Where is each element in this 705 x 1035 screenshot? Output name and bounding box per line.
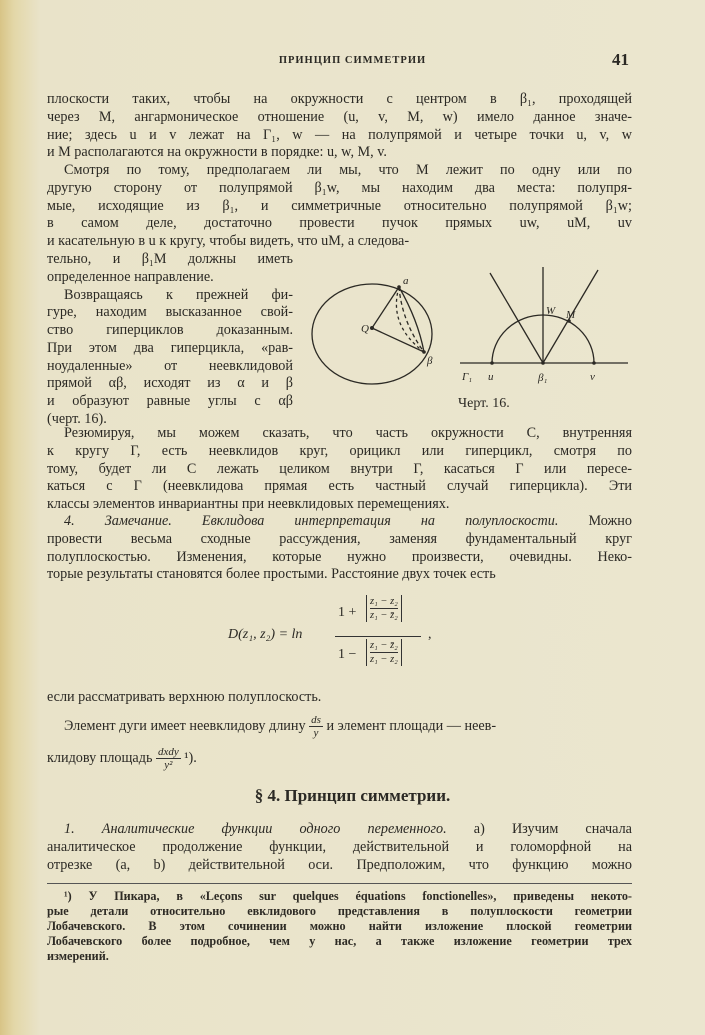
arc-element-line: [64, 714, 496, 739]
text-line: другую сторону от полупрямой β₁w, мы находим два места: полупря-: [47, 179, 632, 196]
formula-frac-top-2: z₁ − z̄₂: [370, 640, 398, 651]
frac-num: ds: [311, 714, 321, 726]
text-line: а) Изучим сначала: [446, 821, 632, 837]
text-line: и образуют равные углы с αβ: [47, 393, 293, 409]
label-u: u: [488, 371, 494, 383]
text-line-with-heading: [47, 513, 632, 531]
paragraph-heading: 1. Аналитические функции одного переменного.: [64, 821, 447, 837]
formula-frac-bottom: z₁ − z̄₂: [370, 610, 398, 621]
text-line: Лобачевского более подробное, чем у нас, а также изложение геометрии трех: [47, 934, 632, 948]
label-v: v: [590, 371, 595, 383]
text-line: провести весьма сходные рассуждения, заменяя фундаментальный круг: [47, 530, 632, 547]
text-line: (черт. 16).: [47, 410, 107, 427]
label-w: W: [546, 305, 556, 317]
text-line: через M, ангармоническое отношение (u, v, M, w) имело данное значе-: [47, 108, 632, 125]
formula-comma: ,: [428, 627, 432, 642]
label-alpha: a: [403, 275, 409, 287]
formula-frac-top: z₁ − z₂: [370, 596, 398, 607]
left-ray: [490, 273, 543, 363]
footnote-rule: [47, 883, 632, 884]
area-element-line: [47, 746, 197, 771]
text-line: Возвращаясь к прежней фи-: [64, 286, 293, 303]
text-line: тому, будет ли C лежать целиком внутри Γ, касаться Γ или пересе-: [47, 460, 632, 477]
formula-den-prefix: 1 −: [338, 647, 357, 662]
page-number: 41: [612, 50, 629, 69]
text-line: к кругу Γ, есть неевклидов круг, орицикл или гиперцикл, смотря по: [47, 442, 632, 459]
area-element-footnote-ref: ¹).: [184, 749, 197, 766]
text-line: ние; здесь u и v лежат на Γ₁, w — на полупрямой и четыре точки u, v, w: [47, 126, 632, 143]
section-title: § 4. Принцип симметрии.: [254, 786, 451, 805]
text-line: мые, исходящие из β₁, и симметричные относительно полупрямой β₁w;: [47, 197, 632, 214]
text-line: и M располагаются на окружности в порядке: u, w, M, v.: [47, 144, 387, 161]
frac-num: dxdy: [157, 746, 179, 758]
segment-q-alpha: [372, 287, 399, 328]
label-beta: β: [427, 355, 433, 367]
text-line: в самом деле, достаточно провести пучок прямых uw, uM, uv: [47, 215, 632, 232]
text-line: и касательную в u к кругу, чтобы видеть, что uM, а следова-: [47, 233, 410, 249]
label-q: Q: [361, 323, 369, 335]
paragraph-resume: [47, 425, 632, 514]
text-line: ноудаленные» от неевклидовой: [47, 357, 293, 374]
paragraph-section-1: [47, 821, 632, 874]
text-line-with-heading: [47, 821, 632, 839]
text-line: тельно, и β₁M должны иметь: [47, 251, 293, 267]
label-gamma1: Γ₁: [462, 371, 473, 383]
figure-caption: Черт. 16.: [458, 396, 510, 411]
text-line: измерений.: [47, 949, 109, 963]
dxdy-over-y2: [156, 746, 181, 771]
area-element-text: клидову площадь: [47, 749, 153, 766]
text-line: плоскости таких, чтобы на окружности с центром в β₁, проходящей: [47, 91, 632, 107]
text-line: Резюмируя, мы можем сказать, что часть окружности C, внутренняя: [64, 425, 632, 441]
text-line: Смотря по тому, предполагаем ли мы, что M лежит по одну или по: [64, 162, 632, 178]
text-line: аналитическое продолжение функции, действительной и голоморфной на: [47, 838, 632, 855]
text-line: Можно: [558, 513, 632, 529]
formula-num-prefix: 1 +: [338, 605, 357, 620]
paragraph-remark: [47, 513, 632, 584]
formula-lhs: D(z₁, z₂) = ln: [228, 627, 303, 642]
label-beta1: β₁: [538, 372, 548, 384]
ds-over-y: [309, 714, 323, 739]
formula-frac-bottom-2: z₁ − z₂: [370, 654, 398, 665]
text-line: если рассматривать верхнюю полуплоскость.: [47, 689, 322, 705]
frac-den: y: [313, 727, 319, 739]
arc-element-text-after: и элемент площади — неев-: [326, 717, 497, 734]
text-line: ¹) У Пикара, в «Leçons sur quelques équations fonctionelles», приведены некото-: [64, 889, 632, 903]
text-line: классы элементов инвариантны при неевклидовых перемещениях.: [47, 496, 450, 512]
text-line: гуре, находим высказанное свой-: [47, 304, 293, 321]
text-line: Лобачевского. В этом сочинении можно найти изложение плоской геометрии: [47, 919, 632, 933]
arc-element-text: Элемент дуги имеет неевклидову длину: [64, 717, 306, 734]
running-title: ПРИНЦИП СИММЕТРИИ: [278, 55, 427, 66]
paragraph-upper-half-plane: [47, 689, 632, 707]
text-line: прямой αβ, исходят из α и β: [47, 375, 293, 392]
text-line: каться с Γ (неевклидова прямая есть частный случай гиперцикла). Эти: [47, 478, 632, 495]
frac-den: y²: [164, 759, 173, 771]
distance-formula: [0, 595, 705, 685]
text-line: При этом два гиперцикла, «рав-: [47, 339, 293, 356]
text-line: полуплоскостью. Изменения, которые нужно произвести, очевидны. Неко-: [47, 548, 632, 565]
paragraph-heading: 4. Замечание. Евклидова интерпретация на полуплоскости.: [64, 513, 559, 529]
text-line: ство гиперциклов доказанным.: [47, 322, 293, 338]
text-line: отрезке (a, b) действительной оси. Предположим, что функцию можно: [47, 856, 632, 873]
text-line: торые результаты становятся более простыми. Расстояние двух точек есть: [47, 566, 496, 583]
footnote: [47, 889, 632, 964]
text-line: определенное направление.: [47, 268, 214, 285]
label-m: M: [566, 309, 576, 321]
fundamental-circle: [312, 284, 432, 384]
text-line: рые детали относительно евклидового представления в полуплоскости геометрии: [47, 904, 632, 918]
